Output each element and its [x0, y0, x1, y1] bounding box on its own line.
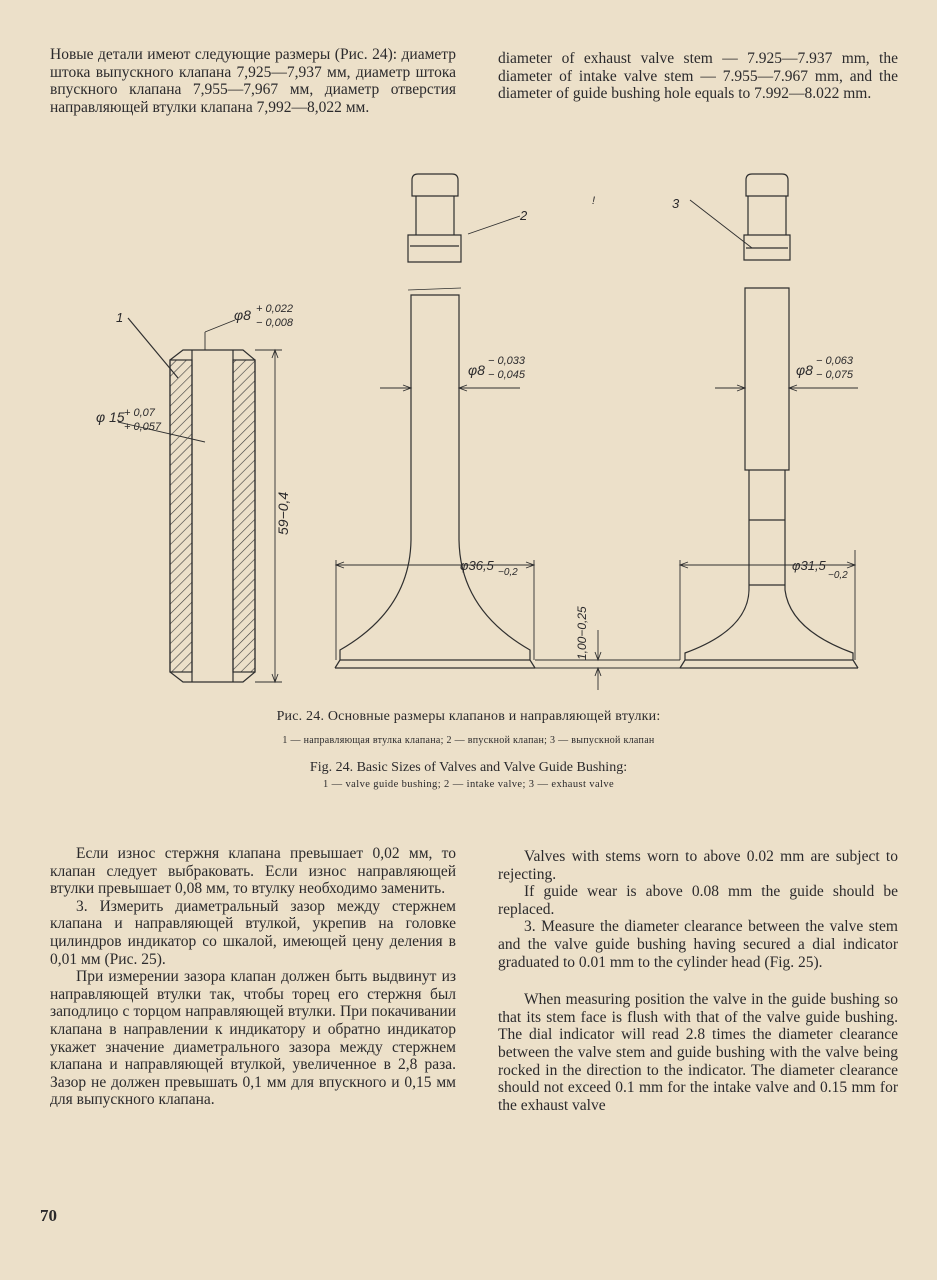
top-text-russian: [50, 46, 456, 116]
exhaust-stem-dim: φ8: [796, 362, 813, 378]
intake-stem-tol-lower: − 0,045: [488, 369, 526, 381]
head-height-dim: 1,00−0,25: [575, 606, 589, 660]
tick-mark: !: [592, 195, 596, 207]
paragraph: diameter of exhaust valve stem — 7.925—7.937 mm, the diameter of intake valve stem — 7.955—7.967 mm, and the diameter of guide bushing hole equals to 7.992—8.022 mm.: [498, 50, 898, 103]
paragraph: 3. Измерить диаметральный зазор между стержнем клапана и направляющей втулкой, укрепив на головке цилиндров индикатор со шкалой, имеющей цену деления в 0,01 мм (Рис. 25).: [50, 897, 456, 968]
intake-stem-dim: φ8: [468, 362, 485, 378]
intake-valve: [335, 174, 535, 668]
intake-head-tol: −0,2: [498, 567, 518, 578]
label-part-2: 2: [520, 208, 528, 223]
paragraph: If guide wear is above 0.08 mm the guide should be replaced.: [498, 883, 898, 918]
bush-outer-dim: φ 15: [96, 409, 125, 425]
figure-24-valves-diagram: [0, 160, 937, 700]
top-text-english: [498, 50, 898, 103]
paragraph: При измерении зазора клапан должен быть выдвинут из направляющей втулки так, чтобы торец его стержня был заподлицо с торцом направляющей втулки. При покачивании клапана в направлении к индикатору и обратно индикатор укажет значение диаметрального зазора между стержнем клапана и направляющей втулкой, увеличенное в 2,8 раза. Зазор не должен превышать 0,1 мм для впускного и 0,15 мм для выпускного клапана.: [50, 968, 456, 1109]
intake-head-dim: φ36,5: [460, 558, 494, 573]
bush-bore-tol-lower: − 0,008: [256, 317, 294, 329]
paragraph: Если износ стержня клапана превышает 0,02 мм, то клапан следует выбраковать. Если износ направляющей втулки превышает 0,08 мм, то втулку необходимо заменить.: [50, 845, 456, 898]
bush-outer-tol-lower: + 0,057: [124, 421, 162, 433]
exhaust-stem-tol-upper: − 0,063: [816, 355, 854, 367]
bottom-text-russian: [50, 845, 456, 1109]
exhaust-head-dim: φ31,5: [792, 558, 826, 573]
caption-en-title: Fig. 24. Basic Sizes of Valves and Valve Guide Bushing:: [309, 760, 628, 775]
bush-length-dim: 59−0,4: [275, 491, 291, 535]
bush-bore-tol-upper: + 0,022: [256, 303, 294, 315]
caption-ru-title: Рис. 24. Основные размеры клапанов и направляющей втулки:: [276, 709, 661, 724]
paragraph: Новые детали имеют следующие размеры (Рис. 24): диаметр штока выпускного клапана 7,925—7,937 мм, диаметр штока впускного клапана 7,955—7,967 мм, диаметр отверстия направляющей втулки клапана 7,992—8,022 мм.: [50, 46, 456, 116]
paragraph: When measuring position the valve in the guide bushing so that its stem face is flush with that of the valve guide bushing. The dial indicator will read 2.8 times the diameter clearance between the valve stem and guide bushing with the valve being rocked in the direction to the indicator. The diameter clearance should not exceed 0.1 mm for the intake valve and 0.15 mm for the exhaust valve: [498, 991, 898, 1114]
exhaust-head-tol: −0,2: [828, 570, 848, 581]
bush-bore-dim: φ8: [234, 307, 251, 323]
paragraph: 3. Measure the diameter clearance between the valve stem and the valve guide bushing having secured a dial indicator graduated to 0.01 mm to the cylinder head (Fig. 25).: [498, 918, 898, 971]
exhaust-stem-tol-lower: − 0,075: [816, 369, 854, 381]
caption-en-legend: 1 — valve guide bushing; 2 — intake valve; 3 — exhaust valve: [322, 779, 615, 790]
caption-ru-legend: 1 — направляющая втулка клапана; 2 — впускной клапан; 3 — выпускной клапан: [282, 735, 655, 746]
valve-guide-bushing: [170, 350, 255, 682]
bush-outer-tol-upper: + 0,07: [124, 407, 155, 419]
label-part-1: 1: [116, 310, 124, 325]
intake-stem-tol-upper: − 0,033: [488, 355, 526, 367]
exhaust-valve: [680, 174, 858, 668]
label-part-3: 3: [672, 196, 680, 211]
bottom-text-english: [498, 848, 898, 1114]
page-number: 70: [40, 1206, 57, 1225]
paragraph: Valves with stems worn to above 0.02 mm are subject to rejecting.: [498, 848, 898, 883]
